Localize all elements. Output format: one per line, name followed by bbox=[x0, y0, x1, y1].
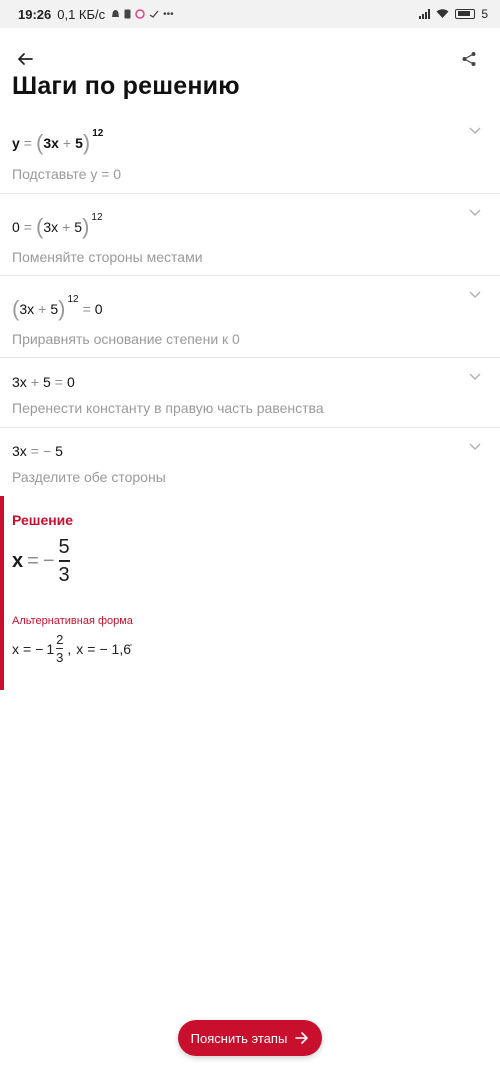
expr-term: 3x bbox=[43, 219, 59, 235]
battery-level: 5 bbox=[481, 7, 488, 21]
alternative-form-title: Альтернативная форма bbox=[12, 615, 133, 627]
top-app-bar bbox=[0, 40, 500, 76]
steps-list bbox=[0, 114, 500, 496]
solution-denominator: 3 bbox=[58, 564, 70, 586]
expr-plus: + bbox=[30, 374, 39, 390]
step-description: Разделите обе стороны bbox=[12, 469, 166, 485]
expr-exponent: 12 bbox=[91, 211, 103, 223]
expr-close-paren: ) bbox=[82, 130, 91, 155]
step-description: Приравнять основание степени к 0 bbox=[12, 331, 240, 347]
expr-open-paren: ( bbox=[35, 130, 44, 155]
solution-sign: − bbox=[42, 549, 55, 572]
expr-term: 5 bbox=[74, 219, 83, 235]
expr-close-paren: ) bbox=[82, 214, 90, 239]
status-notification-icons bbox=[111, 9, 174, 20]
fraction-bar bbox=[56, 648, 63, 649]
chevron-down-icon[interactable] bbox=[468, 206, 482, 220]
back-arrow-icon bbox=[17, 51, 33, 67]
solution-expression bbox=[12, 536, 70, 586]
expr-exponent: 12 bbox=[92, 127, 104, 139]
alt-numerator: 2 bbox=[56, 632, 64, 647]
alternative-form-expression bbox=[12, 632, 131, 665]
solution-accent-bar bbox=[0, 496, 4, 690]
signal-icon bbox=[419, 9, 430, 19]
sim-icon bbox=[124, 9, 131, 19]
step-expression bbox=[12, 211, 103, 239]
solution-card bbox=[0, 496, 500, 690]
chevron-down-icon[interactable] bbox=[468, 288, 482, 302]
alt-separator: , bbox=[67, 640, 72, 657]
expr-open-paren: ( bbox=[12, 296, 20, 321]
expr-rhs: 0 bbox=[66, 374, 75, 390]
battery-icon bbox=[455, 9, 475, 19]
alt-equals: = bbox=[23, 640, 32, 657]
expr-open-paren: ( bbox=[35, 214, 44, 239]
expr-minus: − bbox=[42, 443, 52, 459]
solution-equals: = bbox=[27, 549, 39, 572]
expr-plus: + bbox=[38, 301, 47, 317]
step-item[interactable] bbox=[0, 428, 500, 496]
solution-fraction bbox=[59, 536, 70, 586]
fraction-bar bbox=[59, 560, 70, 562]
expr-equals: = bbox=[23, 219, 32, 235]
page-title: Шаги по решению bbox=[12, 72, 240, 100]
expr-lhs: 0 bbox=[12, 219, 20, 235]
chevron-down-icon[interactable] bbox=[468, 124, 482, 138]
expr-equals: = bbox=[54, 374, 63, 390]
alt-decimal: − 1,6̇ bbox=[99, 640, 132, 657]
expr-term: 3x bbox=[12, 443, 27, 459]
expr-term: 3x bbox=[12, 374, 27, 390]
more-dots-icon: ••• bbox=[163, 8, 174, 20]
expr-equals: = bbox=[23, 135, 32, 151]
explain-steps-label: Пояснить этапы bbox=[190, 1030, 288, 1046]
app-notification-icon bbox=[135, 9, 145, 19]
step-expression bbox=[12, 293, 103, 321]
expr-close-paren: ) bbox=[58, 296, 66, 321]
step-expression bbox=[12, 374, 75, 390]
status-time: 19:26 bbox=[18, 6, 52, 22]
alt-variable-2: x bbox=[76, 640, 84, 657]
expr-term: 5 bbox=[50, 301, 59, 317]
expr-exponent: 12 bbox=[67, 293, 79, 305]
share-icon bbox=[461, 51, 477, 67]
status-network-speed: 0,1 КБ/с bbox=[57, 6, 106, 22]
step-item[interactable] bbox=[0, 194, 500, 276]
step-expression bbox=[12, 443, 63, 459]
check-icon bbox=[149, 9, 159, 19]
expr-term: 5 bbox=[42, 374, 51, 390]
alt-sign: − bbox=[35, 640, 44, 657]
step-description: Перенести константу в правую часть равенства bbox=[12, 400, 324, 416]
status-right-group bbox=[419, 7, 488, 21]
step-expression bbox=[12, 127, 104, 155]
arrow-right-icon bbox=[295, 1031, 309, 1045]
back-button[interactable] bbox=[12, 46, 38, 72]
step-description: Подставьте y = 0 bbox=[12, 166, 122, 182]
status-bar bbox=[0, 0, 500, 28]
chevron-down-icon[interactable] bbox=[468, 440, 482, 454]
step-item[interactable] bbox=[0, 358, 500, 428]
alarm-icon bbox=[111, 9, 120, 19]
solution-variable: x bbox=[12, 549, 24, 572]
alt-denominator: 3 bbox=[56, 650, 64, 665]
alt-equals-2: = bbox=[87, 640, 96, 657]
solution-numerator: 5 bbox=[58, 536, 70, 558]
solution-title: Решение bbox=[12, 512, 74, 528]
expr-lhs: y bbox=[12, 135, 20, 151]
alt-whole: 1 bbox=[46, 640, 55, 657]
wifi-icon bbox=[436, 9, 449, 19]
expr-term: 5 bbox=[75, 135, 83, 151]
step-item[interactable] bbox=[0, 276, 500, 358]
expr-rhs: 0 bbox=[94, 301, 103, 317]
share-button[interactable] bbox=[456, 46, 482, 72]
step-description: Поменяйте стороны местами bbox=[12, 249, 203, 265]
alt-fraction bbox=[56, 632, 63, 665]
expr-equals: = bbox=[30, 443, 39, 459]
step-item[interactable] bbox=[0, 114, 500, 194]
expr-term: 3x bbox=[19, 301, 35, 317]
expr-plus: + bbox=[62, 219, 71, 235]
expr-equals: = bbox=[82, 301, 91, 317]
expr-rhs: 5 bbox=[55, 443, 63, 459]
expr-term: 3x bbox=[43, 135, 59, 151]
alt-variable: x bbox=[12, 640, 19, 657]
explain-steps-button[interactable] bbox=[178, 1020, 322, 1056]
expr-plus: + bbox=[62, 135, 72, 151]
chevron-down-icon[interactable] bbox=[468, 370, 482, 384]
